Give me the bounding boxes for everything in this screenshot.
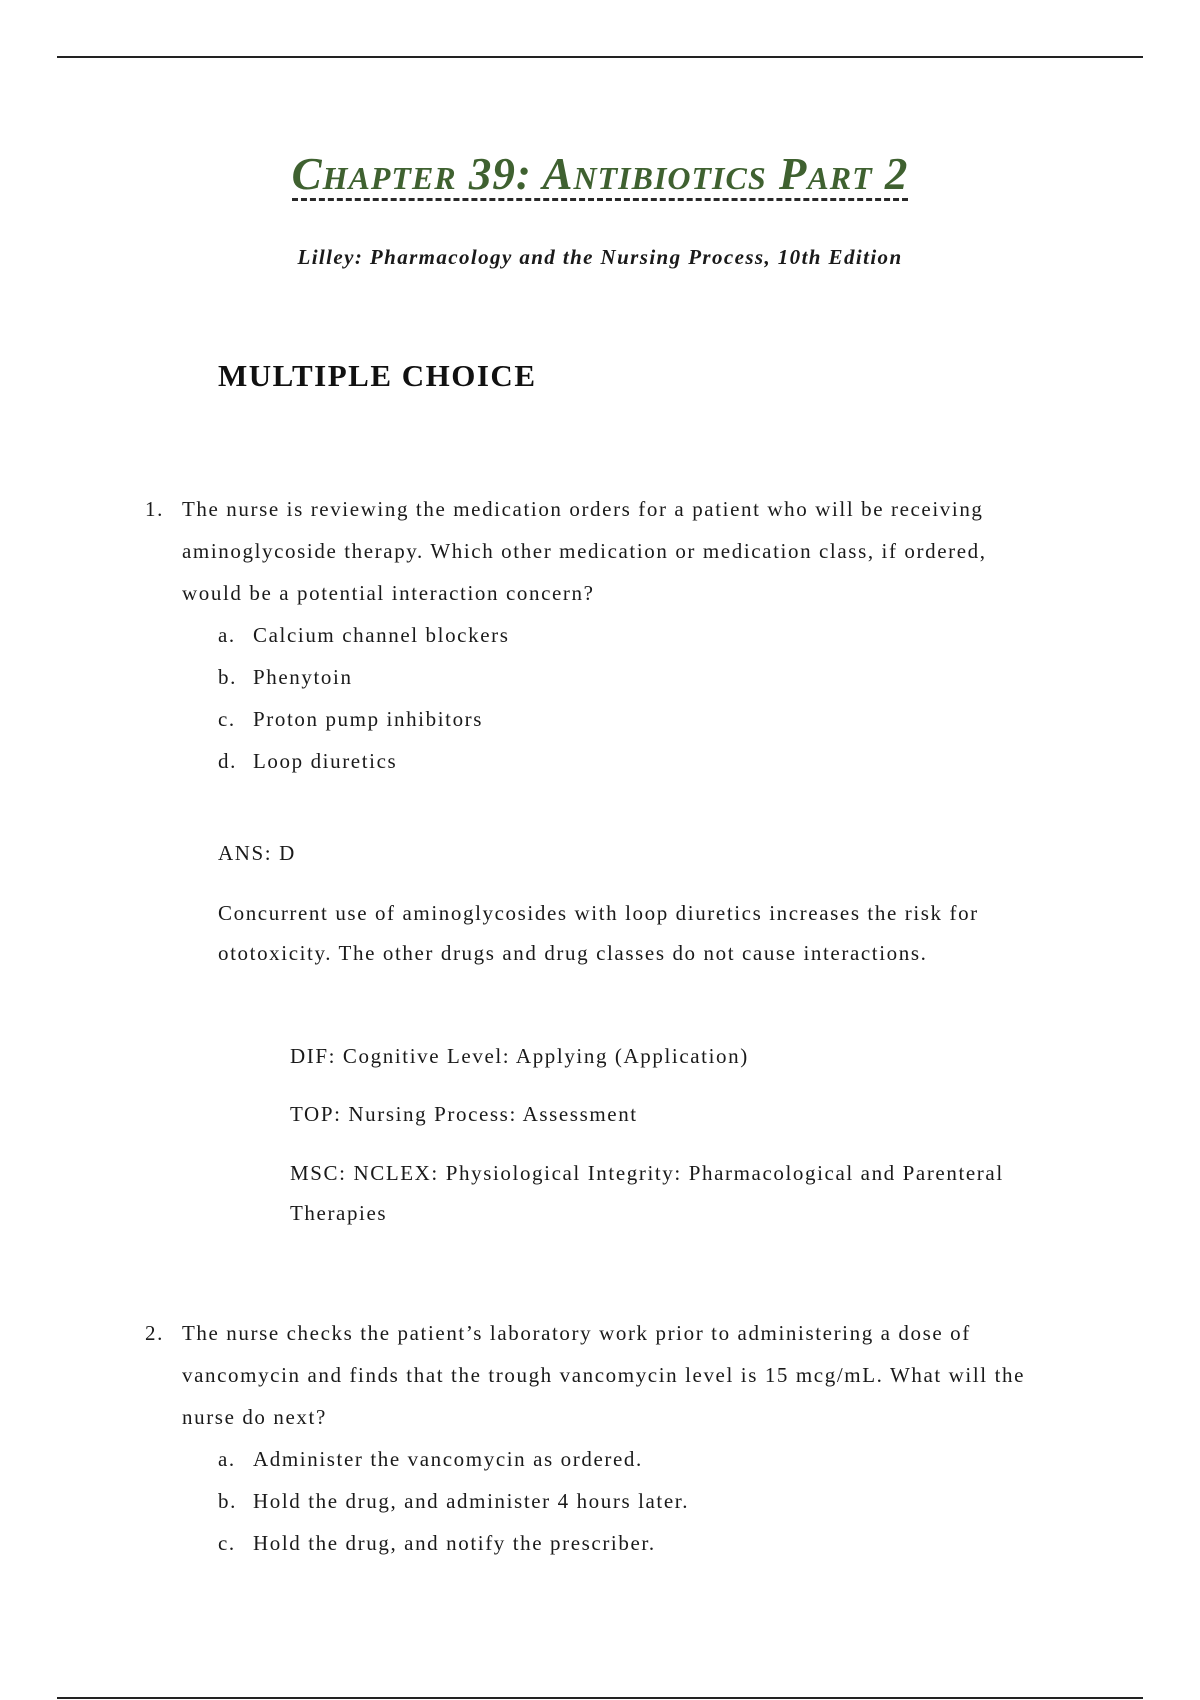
answer-options (145, 1438, 1045, 1564)
answer-key: ANS: D (218, 841, 296, 865)
option-text: Hold the drug, and notify the prescriber. (253, 1531, 656, 1555)
option-text: Hold the drug, and administer 4 hours later. (253, 1489, 690, 1513)
difficulty-level: DIF: Cognitive Level: Applying (Application) (290, 1044, 749, 1068)
option-letter: d. (218, 749, 237, 773)
book-subtitle: Lilley: Pharmacology and the Nursing Process, 10th Edition (297, 245, 903, 269)
option-text: Loop diuretics (253, 749, 398, 773)
question-number: 2. (145, 1321, 164, 1345)
option-a (218, 1438, 1045, 1480)
option-b (218, 656, 1045, 698)
option-d (218, 740, 1045, 782)
option-c (218, 1522, 1045, 1564)
question-number: 1. (145, 497, 164, 521)
option-c (218, 698, 1045, 740)
option-letter: a. (218, 1447, 236, 1471)
nclex-category: MSC: NCLEX: Physiological Integrity: Pharmacological and Parenteral Therapies (290, 1161, 1004, 1225)
option-letter: b. (218, 665, 237, 689)
answer-options (145, 614, 1045, 782)
rationale: Concurrent use of aminoglycosides with loop diuretics increases the risk for ototoxicity. The other drugs and drug classes do not cause interactions. (218, 901, 979, 965)
chapter-title-text: Chapter 39: Antibiotics Part 2 (291, 149, 909, 199)
question-stem (145, 488, 1045, 614)
top-rule (57, 56, 1143, 58)
option-text: Proton pump inhibitors (253, 707, 484, 731)
option-text: Phenytoin (253, 665, 353, 689)
option-text: Calcium channel blockers (253, 623, 510, 647)
question-2 (145, 1312, 1045, 1564)
topic: TOP: Nursing Process: Assessment (290, 1102, 638, 1126)
option-letter: a. (218, 623, 236, 647)
option-a (218, 614, 1045, 656)
question-text: The nurse checks the patient’s laboratory work prior to administering a dose of vancomycin and finds that the trough vancomycin level is 15 mcg/mL. What will the nurse do next? (182, 1321, 1026, 1429)
option-letter: b. (218, 1489, 237, 1513)
section-heading: MULTIPLE CHOICE (218, 358, 537, 393)
option-letter: c. (218, 707, 236, 731)
question-1 (145, 488, 1045, 782)
question-text: The nurse is reviewing the medication orders for a patient who will be receiving aminoglycoside therapy. Which other medication or medication class, if ordered, would be a potential interaction concern? (182, 497, 987, 605)
option-letter: c. (218, 1531, 236, 1555)
option-b (218, 1480, 1045, 1522)
chapter-title (0, 146, 1200, 202)
bottom-rule (57, 1697, 1143, 1699)
question-stem (145, 1312, 1045, 1438)
option-text: Administer the vancomycin as ordered. (253, 1447, 643, 1471)
